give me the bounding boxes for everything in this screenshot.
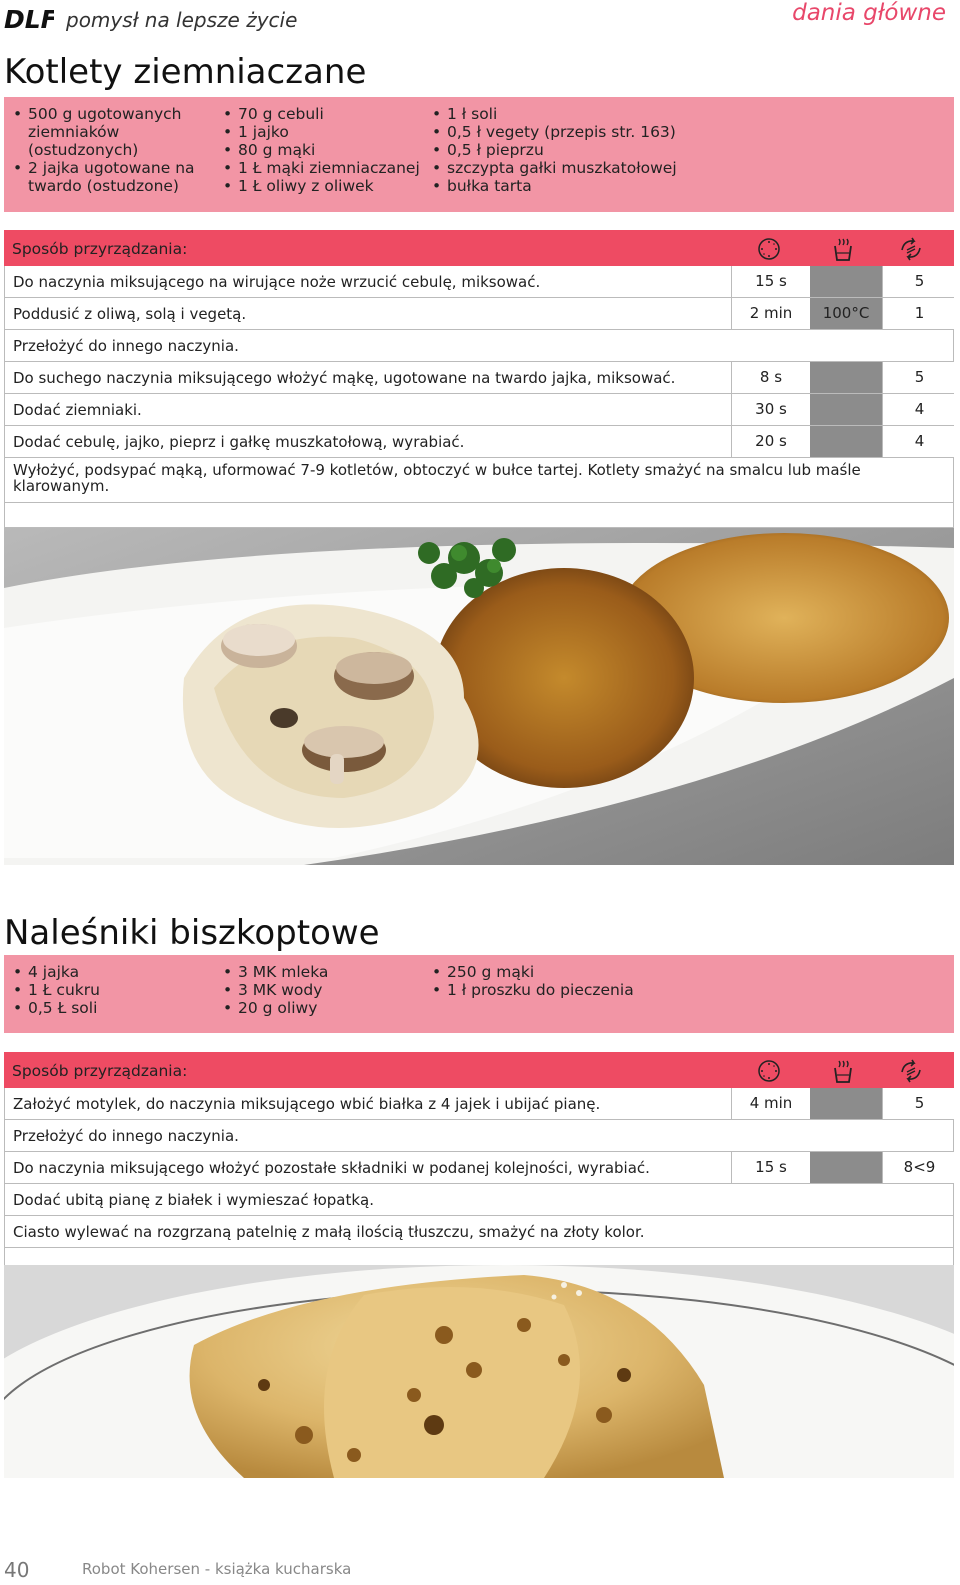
step-text: Przełożyć do innego naczynia. (13, 337, 239, 355)
step-time: 8 s (731, 362, 810, 393)
step-row (4, 394, 954, 426)
step-text: Wyłożyć, podsypać mąką, uformować 7-9 kotletów, obtoczyć w bułce tartej. Kotlety smażyć na smalcu lub maśle klarowanym. (13, 461, 861, 495)
ingredients-column (8, 105, 203, 195)
step-row (4, 1152, 954, 1184)
step-text: Do suchego naczynia miksującego włożyć mąkę, ugotowane na twardo jajka, miksować. (13, 369, 676, 387)
step-speed: 1 (882, 298, 956, 329)
method-header (4, 230, 954, 266)
recipe2-ingredients (4, 955, 954, 1033)
step-temperature (810, 394, 882, 425)
step-temperature (810, 1152, 882, 1183)
category-label: dania główne (792, 0, 946, 26)
ingredient-item: • 1 ł soli (427, 105, 707, 123)
method-label: Sposób przyrządzania: (12, 1062, 188, 1080)
page-number: 40 (4, 1558, 30, 1582)
step-row (4, 266, 954, 298)
slogan: pomysł na lepsze życie (66, 8, 298, 32)
dlf-logo (4, 4, 54, 32)
step-text: Do naczynia miksującego na wirujące noże wrzucić cebulę, miksować. (13, 273, 541, 291)
ingredients-column (427, 963, 707, 999)
logo-text: DLF (4, 5, 54, 32)
heating-icon (830, 236, 856, 262)
recipe2-title: Naleśniki biszkoptowe (4, 913, 380, 953)
ingredient-item: • 0,5 ł vegety (przepis str. 163) (427, 123, 707, 141)
step-row (4, 1120, 954, 1152)
steps-list (4, 266, 954, 503)
step-speed: 5 (882, 362, 956, 393)
step-text: Poddusić z oliwą, solą i vegetą. (13, 305, 247, 323)
photo-potato-cutlets (4, 528, 954, 865)
ingredient-item: • 3 MK mleka (218, 963, 428, 981)
ingredient-item: • 0,5 ł pieprzu (427, 141, 707, 159)
ingredient-item: • 500 g ugotowanych ziemniaków (ostudzonych) (8, 105, 203, 159)
blank-row (4, 503, 954, 528)
step-text: Dodać cebulę, jajko, pieprz i gałkę muszkatołową, wyrabiać. (13, 433, 465, 451)
step-temperature (810, 1088, 882, 1119)
ingredient-item: • 3 MK wody (218, 981, 428, 999)
step-time: 30 s (731, 394, 810, 425)
step-row (4, 458, 954, 503)
ingredient-item: • 0,5 Ł soli (8, 999, 203, 1017)
clock-icon (756, 1058, 782, 1084)
step-row (4, 362, 954, 394)
step-text: Do naczynia miksującego włożyć pozostałe składniki w podanej kolejności, wyrabiać. (13, 1159, 650, 1177)
recipe1-title: Kotlety ziemniaczane (4, 52, 367, 92)
step-time: 20 s (731, 426, 810, 457)
speed-icon (898, 236, 924, 262)
ingredient-item: • 20 g oliwy (218, 999, 428, 1017)
recipe1-method (4, 230, 954, 528)
ingredient-item: • 1 Ł oliwy z oliwek (218, 177, 428, 195)
ingredient-item: • 1 ł proszku do pieczenia (427, 981, 707, 999)
step-text: Przełożyć do innego naczynia. (13, 1127, 239, 1145)
ingredient-item: • szczypta gałki muszkatołowej (427, 159, 707, 177)
step-time: 4 min (731, 1088, 810, 1119)
step-row (4, 330, 954, 362)
step-text: Dodać ziemniaki. (13, 401, 142, 419)
ingredient-item: • 250 g mąki (427, 963, 707, 981)
step-speed: 8<9 (882, 1152, 956, 1183)
ingredient-item: • 4 jajka (8, 963, 203, 981)
recipe1-ingredients (4, 97, 954, 212)
step-row (4, 298, 954, 330)
step-speed: 5 (882, 1088, 956, 1119)
ingredients-column (218, 963, 428, 1017)
method-header (4, 1052, 954, 1088)
step-temperature (810, 362, 882, 393)
step-temperature: 100°C (810, 298, 882, 329)
step-time: 15 s (731, 1152, 810, 1183)
steps-list (4, 1088, 954, 1248)
step-temperature (810, 266, 882, 297)
method-label: Sposób przyrządzania: (12, 240, 188, 258)
ingredient-item: • 1 jajko (218, 123, 428, 141)
photo-pancakes (4, 1265, 954, 1478)
step-row (4, 1088, 954, 1120)
ingredient-item: • 1 Ł cukru (8, 981, 203, 999)
ingredient-item: • 2 jajka ugotowane na twardo (ostudzone) (8, 159, 203, 195)
book-title: Robot Kohersen - książka kucharska (82, 1560, 352, 1578)
speed-icon (898, 1058, 924, 1084)
ingredient-item: • 70 g cebuli (218, 105, 428, 123)
step-temperature (810, 426, 882, 457)
recipe2-method (4, 1052, 954, 1273)
ingredients-column (218, 105, 428, 195)
step-speed: 4 (882, 426, 956, 457)
ingredients-column (427, 105, 707, 195)
step-row (4, 426, 954, 458)
ingredient-item: • bułka tarta (427, 177, 707, 195)
step-time: 15 s (731, 266, 810, 297)
step-row (4, 1184, 954, 1216)
clock-icon (756, 236, 782, 262)
ingredients-column (8, 963, 203, 1017)
step-row (4, 1216, 954, 1248)
step-speed: 5 (882, 266, 956, 297)
step-speed: 4 (882, 394, 956, 425)
ingredient-item: • 1 Ł mąki ziemniaczanej (218, 159, 428, 177)
step-text: Dodać ubitą pianę z białek i wymieszać łopatką. (13, 1191, 375, 1209)
step-text: Założyć motylek, do naczynia miksującego wbić białka z 4 jajek i ubijać pianę. (13, 1095, 601, 1113)
step-text: Ciasto wylewać na rozgrzaną patelnię z małą ilością tłuszczu, smażyć na złoty kolor. (13, 1223, 645, 1241)
heating-icon (830, 1058, 856, 1084)
ingredient-item: • 80 g mąki (218, 141, 428, 159)
step-time: 2 min (731, 298, 810, 329)
